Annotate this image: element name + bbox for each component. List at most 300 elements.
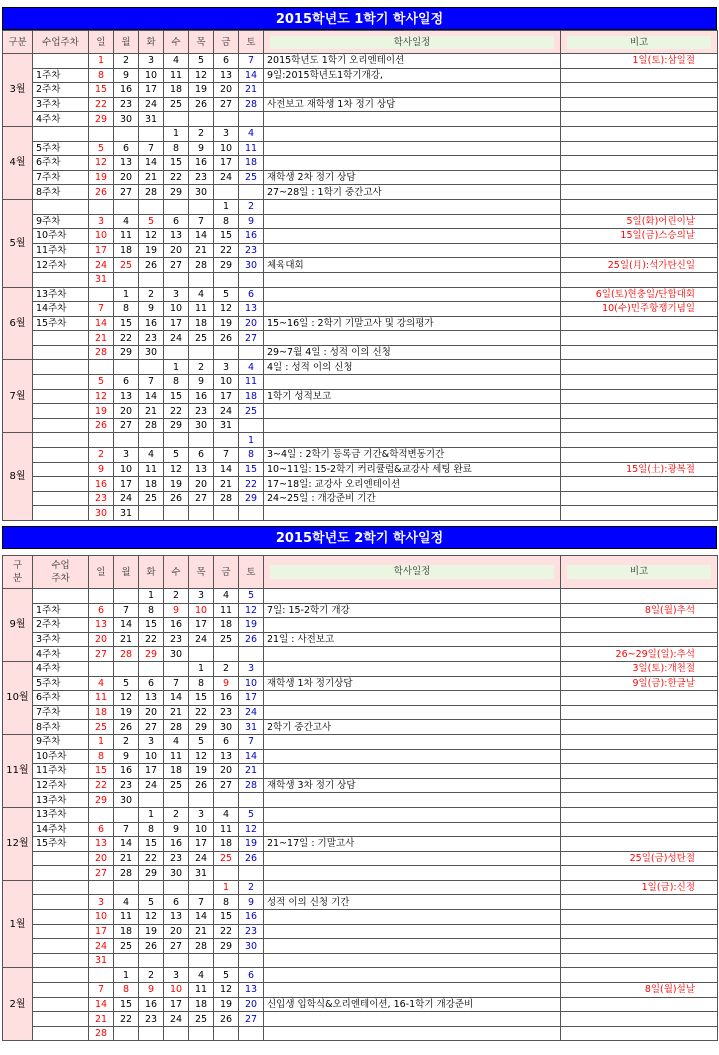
event-cell: 4일 : 성적 이의 신청 bbox=[264, 360, 561, 375]
event-cell bbox=[264, 866, 561, 881]
day-cell bbox=[139, 272, 164, 287]
event-cell: 재학생 1차 정기상담 bbox=[264, 676, 561, 691]
day-cell: 23 bbox=[239, 924, 264, 939]
day-cell: 1 bbox=[139, 807, 164, 822]
day-cell: 14 bbox=[239, 68, 264, 83]
day-cell: 22 bbox=[164, 404, 189, 419]
event-cell bbox=[264, 983, 561, 998]
note-cell: 8일(월)설날 bbox=[561, 983, 718, 998]
day-cell bbox=[89, 880, 114, 895]
day-cell: 14 bbox=[189, 910, 214, 925]
day-cell bbox=[214, 866, 239, 881]
day-cell: 28 bbox=[89, 1026, 114, 1041]
day-cell: 26 bbox=[164, 491, 189, 506]
day-cell: 13 bbox=[89, 618, 114, 633]
day-cell: 10 bbox=[189, 822, 214, 837]
day-cell: 4 bbox=[114, 214, 139, 229]
day-cell bbox=[189, 1026, 214, 1041]
day-cell: 17 bbox=[164, 997, 189, 1012]
table-row bbox=[3, 618, 718, 633]
day-cell: 3 bbox=[214, 126, 239, 141]
week-cell: 4주차 bbox=[33, 112, 89, 127]
note-cell bbox=[561, 404, 718, 419]
note-cell bbox=[561, 112, 718, 127]
day-cell: 21 bbox=[139, 404, 164, 419]
table-row bbox=[3, 491, 718, 506]
day-cell: 29 bbox=[214, 939, 239, 954]
note-cell bbox=[561, 997, 718, 1012]
week-cell: 10주차 bbox=[33, 229, 89, 244]
day-cell: 23 bbox=[214, 705, 239, 720]
day-cell: 26 bbox=[89, 418, 114, 433]
day-cell bbox=[89, 126, 114, 141]
day-cell bbox=[189, 345, 214, 360]
day-cell: 25 bbox=[114, 258, 139, 273]
day-cell: 11 bbox=[139, 462, 164, 477]
day-cell: 18 bbox=[189, 997, 214, 1012]
day-cell: 8 bbox=[89, 68, 114, 83]
day-cell: 11 bbox=[164, 68, 189, 83]
event-cell bbox=[264, 418, 561, 433]
day-cell bbox=[139, 953, 164, 968]
event-cell: 21~17일 : 기말고사 bbox=[264, 837, 561, 852]
day-cell bbox=[114, 953, 139, 968]
day-cell: 22 bbox=[89, 97, 114, 112]
week-cell bbox=[33, 477, 89, 492]
day-cell: 1 bbox=[239, 433, 264, 448]
day-cell: 22 bbox=[189, 705, 214, 720]
note-cell: 15일(금)스승의날 bbox=[561, 229, 718, 244]
day-cell: 11 bbox=[164, 749, 189, 764]
day-cell: 27 bbox=[189, 491, 214, 506]
day-cell: 12 bbox=[189, 68, 214, 83]
event-cell bbox=[264, 968, 561, 983]
day-cell: 6 bbox=[164, 214, 189, 229]
day-cell: 13 bbox=[214, 749, 239, 764]
day-cell: 23 bbox=[89, 491, 114, 506]
day-cell: 23 bbox=[239, 243, 264, 258]
day-cell: 30 bbox=[239, 939, 264, 954]
week-cell: 13주차 bbox=[33, 793, 89, 808]
day-cell: 4 bbox=[164, 734, 189, 749]
table-row bbox=[3, 953, 718, 968]
day-cell: 10 bbox=[89, 910, 114, 925]
day-cell: 15 bbox=[189, 691, 214, 706]
week-cell: 11주차 bbox=[33, 764, 89, 779]
event-cell bbox=[264, 822, 561, 837]
day-cell bbox=[214, 506, 239, 521]
table-row bbox=[3, 647, 718, 662]
table-row bbox=[3, 983, 718, 998]
week-cell: 6주차 bbox=[33, 691, 89, 706]
table-row bbox=[3, 97, 718, 112]
week-cell bbox=[33, 997, 89, 1012]
day-cell: 4 bbox=[89, 676, 114, 691]
day-cell: 12 bbox=[89, 156, 114, 171]
day-cell bbox=[139, 433, 164, 448]
day-cell: 24 bbox=[189, 851, 214, 866]
day-cell bbox=[89, 589, 114, 604]
note-cell bbox=[561, 141, 718, 156]
event-cell bbox=[264, 618, 561, 633]
day-cell: 26 bbox=[239, 851, 264, 866]
day-cell: 28 bbox=[189, 258, 214, 273]
event-cell bbox=[264, 272, 561, 287]
day-cell: 20 bbox=[114, 170, 139, 185]
day-cell: 16 bbox=[164, 618, 189, 633]
day-cell bbox=[114, 126, 139, 141]
day-cell: 10 bbox=[214, 141, 239, 156]
week-cell: 13주차 bbox=[33, 807, 89, 822]
day-cell: 7 bbox=[114, 603, 139, 618]
week-cell bbox=[33, 433, 89, 448]
day-cell: 10 bbox=[189, 603, 214, 618]
table-row bbox=[3, 462, 718, 477]
week-cell bbox=[33, 418, 89, 433]
event-cell bbox=[264, 375, 561, 390]
day-cell: 15 bbox=[239, 462, 264, 477]
day-cell: 6 bbox=[114, 375, 139, 390]
day-cell: 4 bbox=[214, 589, 239, 604]
schedule-page bbox=[2, 7, 717, 1041]
week-cell bbox=[33, 491, 89, 506]
day-cell: 10 bbox=[164, 983, 189, 998]
table-row bbox=[3, 316, 718, 331]
table-row bbox=[3, 734, 718, 749]
week-cell: 3주차 bbox=[33, 97, 89, 112]
day-cell: 3 bbox=[114, 448, 139, 463]
day-cell: 1 bbox=[114, 287, 139, 302]
day-cell: 15 bbox=[89, 83, 114, 98]
semester2-table bbox=[2, 555, 718, 1041]
day-cell: 17 bbox=[139, 83, 164, 98]
day-cell: 16 bbox=[214, 691, 239, 706]
note-cell bbox=[561, 1012, 718, 1027]
day-cell: 8 bbox=[189, 676, 214, 691]
day-cell: 16 bbox=[114, 764, 139, 779]
day-cell: 12 bbox=[239, 822, 264, 837]
day-cell: 13 bbox=[239, 302, 264, 317]
note-cell bbox=[561, 953, 718, 968]
sem2-header-label-9: 학사일정 bbox=[270, 565, 554, 579]
day-cell: 7 bbox=[239, 734, 264, 749]
day-cell bbox=[114, 1026, 139, 1041]
day-cell bbox=[114, 199, 139, 214]
sem1-header-3: 월 bbox=[114, 31, 139, 54]
day-cell: 31 bbox=[189, 866, 214, 881]
table-row bbox=[3, 603, 718, 618]
day-cell: 4 bbox=[139, 448, 164, 463]
day-cell bbox=[239, 506, 264, 521]
table-row bbox=[3, 506, 718, 521]
day-cell: 17 bbox=[89, 924, 114, 939]
day-cell: 20 bbox=[89, 632, 114, 647]
day-cell: 14 bbox=[114, 837, 139, 852]
day-cell: 16 bbox=[114, 83, 139, 98]
table-row bbox=[3, 199, 718, 214]
day-cell: 12 bbox=[214, 302, 239, 317]
sem2-header-1: 수업주차 bbox=[33, 556, 89, 589]
week-cell bbox=[33, 866, 89, 881]
sem2-header-7: 금 bbox=[214, 556, 239, 589]
day-cell: 10 bbox=[139, 68, 164, 83]
day-cell: 23 bbox=[189, 170, 214, 185]
day-cell: 28 bbox=[239, 97, 264, 112]
note-cell bbox=[561, 389, 718, 404]
day-cell bbox=[89, 287, 114, 302]
day-cell: 18 bbox=[214, 618, 239, 633]
day-cell: 9 bbox=[164, 822, 189, 837]
table-row bbox=[3, 185, 718, 200]
day-cell bbox=[239, 647, 264, 662]
day-cell: 10 bbox=[89, 229, 114, 244]
month-label: 6월 bbox=[3, 287, 33, 360]
day-cell bbox=[239, 112, 264, 127]
day-cell: 8 bbox=[164, 141, 189, 156]
day-cell bbox=[214, 953, 239, 968]
table-row bbox=[3, 632, 718, 647]
day-cell: 9 bbox=[114, 749, 139, 764]
day-cell: 17 bbox=[89, 243, 114, 258]
day-cell: 19 bbox=[239, 837, 264, 852]
day-cell: 18 bbox=[164, 764, 189, 779]
day-cell: 10 bbox=[164, 302, 189, 317]
event-cell: 21일 : 사전보고 bbox=[264, 632, 561, 647]
table-row bbox=[3, 661, 718, 676]
day-cell: 23 bbox=[114, 97, 139, 112]
day-cell: 22 bbox=[89, 778, 114, 793]
day-cell: 29 bbox=[164, 418, 189, 433]
day-cell: 10 bbox=[139, 749, 164, 764]
event-cell bbox=[264, 764, 561, 779]
day-cell: 25 bbox=[139, 491, 164, 506]
day-cell: 27 bbox=[139, 720, 164, 735]
day-cell: 17 bbox=[114, 477, 139, 492]
day-cell: 15 bbox=[114, 997, 139, 1012]
day-cell: 26 bbox=[139, 939, 164, 954]
note-cell bbox=[561, 705, 718, 720]
day-cell: 31 bbox=[239, 720, 264, 735]
day-cell: 13 bbox=[114, 389, 139, 404]
table-row bbox=[3, 924, 718, 939]
day-cell: 19 bbox=[139, 924, 164, 939]
table-row bbox=[3, 851, 718, 866]
day-cell bbox=[89, 661, 114, 676]
day-cell: 22 bbox=[214, 243, 239, 258]
week-cell bbox=[33, 968, 89, 983]
note-cell bbox=[561, 632, 718, 647]
day-cell: 15 bbox=[164, 389, 189, 404]
day-cell: 20 bbox=[164, 243, 189, 258]
table-row bbox=[3, 939, 718, 954]
day-cell: 26 bbox=[114, 720, 139, 735]
note-cell: 3일(토):개천절 bbox=[561, 661, 718, 676]
day-cell: 15 bbox=[164, 156, 189, 171]
day-cell: 11 bbox=[189, 983, 214, 998]
day-cell bbox=[139, 506, 164, 521]
day-cell: 20 bbox=[114, 404, 139, 419]
event-cell bbox=[264, 589, 561, 604]
day-cell: 13 bbox=[114, 156, 139, 171]
day-cell: 2 bbox=[164, 807, 189, 822]
day-cell bbox=[164, 199, 189, 214]
day-cell: 5 bbox=[189, 734, 214, 749]
event-cell bbox=[264, 83, 561, 98]
day-cell: 23 bbox=[164, 632, 189, 647]
day-cell: 4 bbox=[239, 360, 264, 375]
note-cell bbox=[561, 243, 718, 258]
week-cell: 7주차 bbox=[33, 170, 89, 185]
table-row bbox=[3, 126, 718, 141]
note-cell bbox=[561, 185, 718, 200]
day-cell bbox=[189, 433, 214, 448]
day-cell: 1 bbox=[139, 589, 164, 604]
day-cell: 1 bbox=[214, 880, 239, 895]
day-cell: 27 bbox=[214, 778, 239, 793]
day-cell: 12 bbox=[164, 462, 189, 477]
day-cell: 18 bbox=[89, 705, 114, 720]
day-cell: 6 bbox=[164, 895, 189, 910]
day-cell: 27 bbox=[164, 258, 189, 273]
note-cell bbox=[561, 433, 718, 448]
day-cell: 18 bbox=[114, 243, 139, 258]
note-cell: 5일(화)어린이날 bbox=[561, 214, 718, 229]
table-row bbox=[3, 822, 718, 837]
day-cell: 18 bbox=[139, 477, 164, 492]
event-cell bbox=[264, 793, 561, 808]
day-cell bbox=[239, 1026, 264, 1041]
day-cell: 31 bbox=[89, 272, 114, 287]
semester1-table bbox=[2, 30, 718, 521]
day-cell: 20 bbox=[239, 997, 264, 1012]
day-cell: 16 bbox=[189, 389, 214, 404]
day-cell: 2 bbox=[189, 126, 214, 141]
week-cell bbox=[33, 272, 89, 287]
note-cell bbox=[561, 491, 718, 506]
sem1-header-5: 수 bbox=[164, 31, 189, 54]
event-cell bbox=[264, 910, 561, 925]
day-cell: 8 bbox=[89, 749, 114, 764]
table-row bbox=[3, 720, 718, 735]
event-cell: 체육대회 bbox=[264, 258, 561, 273]
day-cell: 5 bbox=[214, 287, 239, 302]
day-cell: 24 bbox=[214, 170, 239, 185]
day-cell: 25 bbox=[114, 939, 139, 954]
day-cell: 28 bbox=[139, 418, 164, 433]
month-label: 4월 bbox=[3, 126, 33, 199]
note-cell bbox=[561, 589, 718, 604]
note-cell bbox=[561, 97, 718, 112]
day-cell bbox=[139, 126, 164, 141]
day-cell bbox=[139, 880, 164, 895]
event-cell bbox=[264, 647, 561, 662]
day-cell: 7 bbox=[89, 302, 114, 317]
month-label: 11월 bbox=[3, 734, 33, 807]
event-cell bbox=[264, 1012, 561, 1027]
event-cell bbox=[264, 661, 561, 676]
day-cell: 30 bbox=[114, 112, 139, 127]
day-cell bbox=[114, 360, 139, 375]
day-cell bbox=[164, 272, 189, 287]
day-cell: 27 bbox=[114, 418, 139, 433]
event-cell bbox=[264, 691, 561, 706]
day-cell: 18 bbox=[214, 837, 239, 852]
day-cell: 13 bbox=[164, 910, 189, 925]
day-cell: 24 bbox=[164, 331, 189, 346]
day-cell: 30 bbox=[89, 506, 114, 521]
day-cell bbox=[214, 647, 239, 662]
day-cell: 21 bbox=[164, 705, 189, 720]
day-cell: 3 bbox=[89, 214, 114, 229]
day-cell: 8 bbox=[164, 375, 189, 390]
day-cell bbox=[239, 793, 264, 808]
day-cell bbox=[89, 968, 114, 983]
week-cell bbox=[33, 924, 89, 939]
day-cell: 9 bbox=[214, 676, 239, 691]
day-cell: 11 bbox=[189, 302, 214, 317]
day-cell: 14 bbox=[89, 316, 114, 331]
event-cell: 재학생 3차 정기 상담 bbox=[264, 778, 561, 793]
day-cell: 28 bbox=[189, 939, 214, 954]
day-cell: 2 bbox=[239, 199, 264, 214]
day-cell: 22 bbox=[164, 170, 189, 185]
week-cell: 2주차 bbox=[33, 83, 89, 98]
note-cell bbox=[561, 477, 718, 492]
day-cell: 20 bbox=[214, 764, 239, 779]
day-cell bbox=[214, 793, 239, 808]
day-cell bbox=[89, 433, 114, 448]
table-row bbox=[3, 448, 718, 463]
day-cell: 8 bbox=[239, 448, 264, 463]
day-cell: 25 bbox=[214, 851, 239, 866]
event-cell bbox=[264, 141, 561, 156]
day-cell: 29 bbox=[89, 112, 114, 127]
day-cell: 6 bbox=[114, 141, 139, 156]
day-cell: 5 bbox=[239, 807, 264, 822]
note-cell: 1일(금):신정 bbox=[561, 880, 718, 895]
day-cell bbox=[239, 866, 264, 881]
table-row bbox=[3, 807, 718, 822]
day-cell: 2 bbox=[239, 880, 264, 895]
day-cell: 16 bbox=[89, 477, 114, 492]
note-cell bbox=[561, 618, 718, 633]
day-cell: 12 bbox=[139, 910, 164, 925]
event-cell bbox=[264, 404, 561, 419]
event-cell bbox=[264, 214, 561, 229]
note-cell bbox=[561, 793, 718, 808]
sem1-header-1: 수업주차 bbox=[33, 31, 89, 54]
day-cell: 6 bbox=[89, 822, 114, 837]
day-cell: 5 bbox=[139, 214, 164, 229]
day-cell: 28 bbox=[239, 778, 264, 793]
day-cell: 18 bbox=[239, 156, 264, 171]
day-cell: 9 bbox=[189, 141, 214, 156]
day-cell: 9 bbox=[89, 462, 114, 477]
table-row bbox=[3, 749, 718, 764]
day-cell bbox=[164, 345, 189, 360]
day-cell: 26 bbox=[239, 632, 264, 647]
week-cell: 9주차 bbox=[33, 734, 89, 749]
day-cell bbox=[189, 953, 214, 968]
week-cell: 8주차 bbox=[33, 720, 89, 735]
table-row bbox=[3, 477, 718, 492]
day-cell: 3 bbox=[139, 734, 164, 749]
event-cell: 24~25일 : 개강준비 기간 bbox=[264, 491, 561, 506]
sem1-header-6: 목 bbox=[189, 31, 214, 54]
event-cell: 1학기 성적보고 bbox=[264, 389, 561, 404]
note-cell bbox=[561, 968, 718, 983]
day-cell: 26 bbox=[214, 1012, 239, 1027]
